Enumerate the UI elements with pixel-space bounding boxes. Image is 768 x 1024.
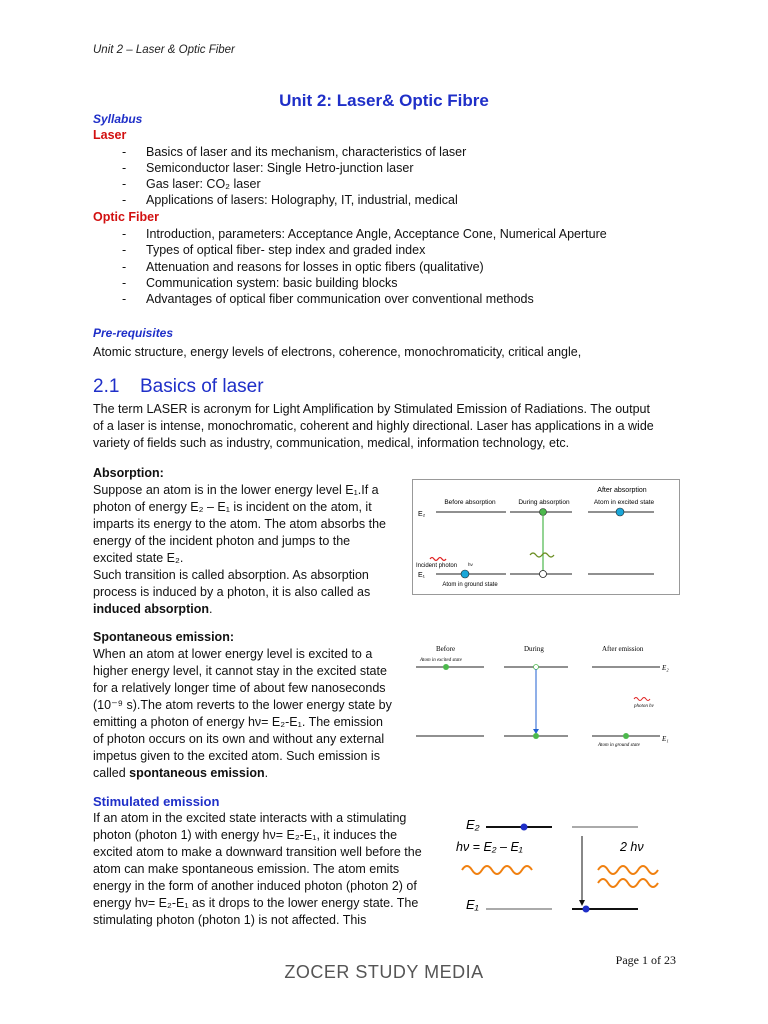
- two-hv-label: 2 hν: [620, 840, 644, 854]
- before-label: Before: [436, 645, 456, 653]
- prereq-text: Atomic structure, energy levels of electrons, coherence, monochromaticity, critical angle,: [93, 345, 582, 359]
- e1-label: E₁: [418, 572, 426, 579]
- photon-icon: [634, 698, 650, 701]
- emitted-photon-icon: [598, 866, 658, 874]
- page-title: Unit 2: Laser& Optic Fibre: [279, 91, 489, 110]
- fiber-heading: Optic Fiber: [93, 210, 159, 224]
- list-item: - Advantages of optical fiber communication over conventional methods: [122, 292, 534, 306]
- emitted-photon-icon: [598, 879, 658, 887]
- spontaneous-paragraph: When an atom at lower energy level is excited to a higher energy level, it cannot stay in the excited state for a relatively longer time of about few nanoseconds (10⁻⁹ s).The atom reverts to the lower energy state by emitting a photon of energy hν= E₂-E₁. The emission of photon occurs on its own and without any external impetus given to the excited atom. Such emission is called spontaneous emission.: [93, 647, 392, 780]
- incident-photon-label: Incident photon: [416, 563, 458, 569]
- section-heading: 2.1 Basics of laser: [93, 376, 264, 397]
- ground-label: Atom in ground state: [598, 743, 640, 748]
- during-absorption-label: During absorption: [518, 499, 570, 506]
- excited-state-label: Atom in excited state: [593, 499, 655, 506]
- list-item: - Semiconductor laser: Single Hetro-junction laser: [122, 161, 414, 175]
- list-item: - Introduction, parameters: Acceptance Angle, Acceptance Cone, Numerical Aperture: [122, 227, 607, 241]
- list-item: - Communication system: basic building blocks: [122, 276, 398, 290]
- photon-label: photon hν: [634, 704, 654, 709]
- footer-brand: ZOCER STUDY MEDIA: [284, 962, 484, 982]
- intro-paragraph: The term LASER is acronym for Light Amplification by Stimulated Emission of Radiations. The output of a laser is intense, monochromatic, coherent and highly directional. Laser has applications in a wide variety of fields such as industry, communication, medical, information technology, etc.: [93, 402, 654, 450]
- laser-heading: Laser: [93, 128, 127, 142]
- running-header: Unit 2 – Laser & Optic Fiber: [93, 44, 235, 56]
- spontaneous-heading: Spontaneous emission:: [93, 630, 234, 644]
- page-number: Page 1 of 23: [615, 953, 676, 967]
- e1-label: E₁: [662, 735, 669, 743]
- energy-equation: hν = E₂ – E₁: [456, 840, 523, 854]
- e2-label: E₂: [466, 817, 480, 832]
- list-item: - Gas laser: CO₂ laser: [122, 177, 261, 191]
- stimulating-photon-icon: [462, 866, 532, 874]
- stimulated-paragraph: If an atom in the excited state interacts with a stimulating photon (photon 1) with energy hν= E₂-E₁, it induces the excited atom to make a downward transition well before the atom can make spontaneous emission. The atom emits energy in the form of another induced photon (photon 2) of energy hν= E₂-E₁ as it drops to the lower energy state. The stimulating photon (photon 1) is not affected. This: [93, 811, 422, 927]
- list-item: - Basics of laser and its mechanism, characteristics of laser: [122, 145, 467, 159]
- syllabus-label: Syllabus: [93, 112, 143, 126]
- list-item: - Applications of lasers: Holography, IT, industrial, medical: [122, 193, 458, 207]
- e2-label: E₂: [418, 511, 426, 518]
- stimulated-heading: Stimulated emission: [93, 794, 220, 809]
- ground-state-label: Atom in ground state: [442, 582, 498, 588]
- list-item: - Attenuation and reasons for losses in optic fibers (qualitative): [122, 260, 484, 274]
- list-item: - Types of optical fiber- step index and graded index: [122, 243, 426, 257]
- absorption-heading: Absorption:: [93, 466, 164, 480]
- excited-label: Atom in excited state: [420, 658, 462, 663]
- prereq-label: Pre-requisites: [93, 326, 174, 340]
- e1-label: E₁: [466, 897, 479, 912]
- stimulated-diagram: [452, 812, 682, 918]
- photon-symbol: hν: [468, 562, 473, 567]
- before-absorption-label: Before absorption: [444, 499, 496, 506]
- after-emission-label: After emission: [602, 645, 644, 653]
- absorption-diagram: [412, 479, 680, 595]
- absorption-paragraph: Suppose an atom is in the lower energy level E₁.If a photon of energy E₂ – E₁ is incident on the atom, it imparts its energy to the atom. The atom absorbs the energy of the incident photon and jumps to the excited state E₂. Such transition is called absorption. As absorption process is induced by a photon, it is also called as induced absorption.: [93, 483, 386, 616]
- spontaneous-diagram: [412, 641, 680, 753]
- e2-label: E₂: [662, 664, 669, 672]
- after-absorption-label: After absorption: [597, 487, 647, 494]
- during-label: During: [524, 645, 544, 653]
